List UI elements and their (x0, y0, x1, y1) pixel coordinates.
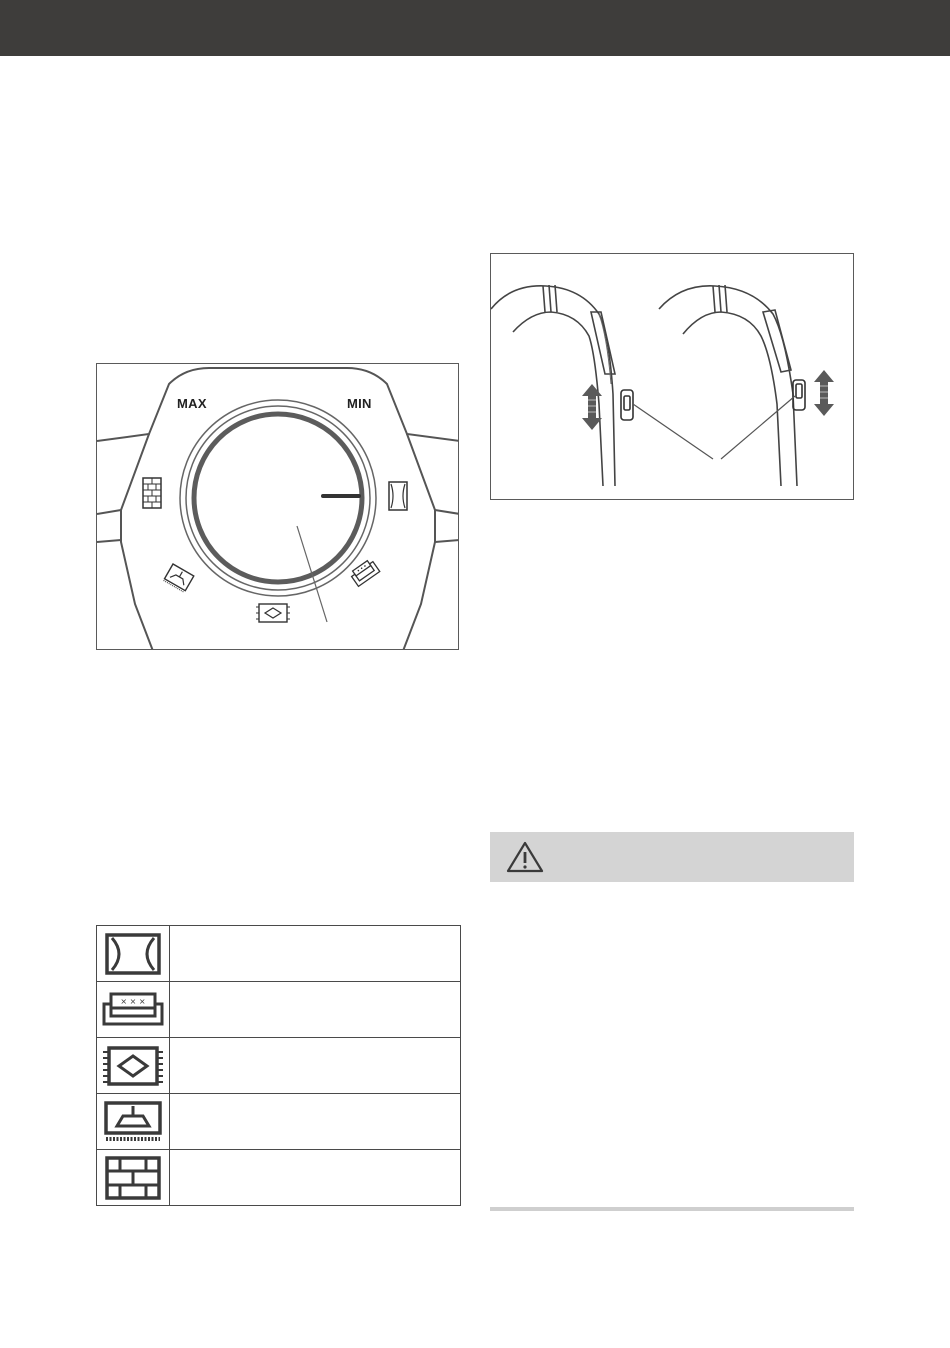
table-icon-cell (97, 1150, 170, 1206)
table-row (97, 982, 461, 1038)
sofa-icon (349, 558, 379, 586)
hard-floor-icon (164, 564, 194, 592)
left-hose-handle (491, 285, 615, 486)
housing-right-edge (435, 510, 459, 514)
rug-icon (101, 1044, 165, 1088)
up-down-arrow-icon (814, 370, 834, 416)
slider-control-icon (621, 390, 633, 420)
table-description-cell (170, 982, 461, 1038)
hose-handle-figure (490, 253, 854, 500)
table-description-cell (170, 1038, 461, 1094)
table-row (97, 926, 461, 982)
right-hose-handle (659, 285, 797, 486)
table-icon-cell (97, 982, 170, 1038)
table-description-cell (170, 1094, 461, 1150)
hose-handle-illustration (491, 254, 854, 500)
power-dial-figure (96, 363, 459, 650)
section-divider (490, 1207, 854, 1211)
brick-wall-icon (143, 478, 161, 508)
max-label: MAX (177, 396, 207, 411)
dial-leader-line (297, 526, 327, 622)
table-description-cell (170, 926, 461, 982)
table-row (97, 1038, 461, 1094)
power-dial-illustration (97, 364, 459, 650)
table-row (97, 1094, 461, 1150)
housing-left-edge (97, 510, 121, 514)
warning-box-header (490, 832, 854, 882)
suction-symbol-table (96, 925, 461, 1206)
table-icon-cell (97, 926, 170, 982)
curtain-icon (389, 482, 407, 510)
svg-text:× × ×: × × × (120, 996, 146, 1006)
table-description-cell (170, 1150, 461, 1206)
hard-floor-icon (103, 1100, 163, 1144)
slider-control-icon (793, 380, 805, 410)
min-label: MIN (347, 396, 372, 411)
table-row (97, 1150, 461, 1206)
curtain-icon (104, 932, 162, 976)
warning-triangle-icon (506, 841, 544, 873)
housing-left-side (121, 434, 153, 650)
housing-top-outline (97, 368, 459, 441)
brick-wall-icon (104, 1155, 162, 1201)
rug-icon (256, 604, 290, 622)
table-icon-cell (97, 1094, 170, 1150)
table-icon-cell (97, 1038, 170, 1094)
leader-line-right (721, 396, 795, 459)
housing-right-edge-lower (435, 540, 459, 542)
page-header-bar (0, 0, 950, 56)
housing-left-edge-lower (97, 540, 121, 542)
sofa-icon (101, 990, 165, 1030)
leader-line-left (633, 404, 713, 459)
housing-right-side (403, 434, 435, 650)
